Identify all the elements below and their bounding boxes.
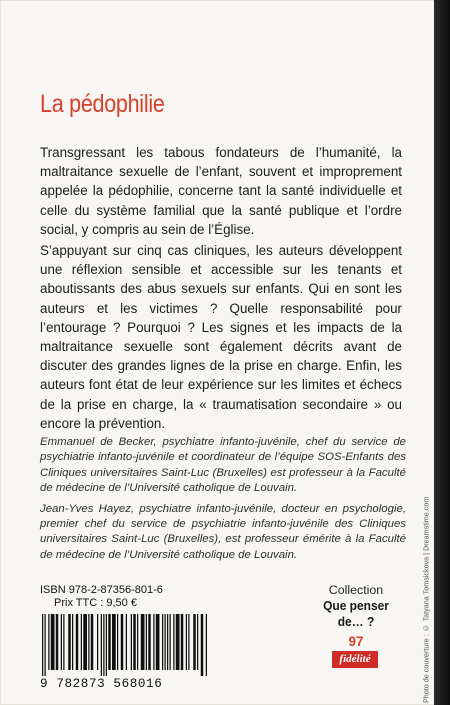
barcode-bar: [112, 614, 116, 670]
barcode-bar: [68, 614, 71, 670]
isbn-block: [40, 584, 163, 610]
author-bios: [40, 435, 406, 568]
barcode-bar: [45, 614, 46, 676]
collection-block: [305, 583, 407, 649]
price-text: Prix TTC : 9,50 €: [54, 597, 137, 609]
barcode-bar: [193, 614, 196, 670]
barcode-bar: [81, 614, 82, 670]
collection-name: Que penser de… ?: [323, 598, 389, 629]
barcode-bar: [173, 614, 174, 670]
barcode-bar: [103, 614, 104, 676]
barcode-bar: [181, 614, 184, 670]
barcode-bar: [83, 614, 87, 670]
book-title: La pédophilie: [40, 90, 165, 118]
book-spine: [434, 0, 450, 705]
barcode-bar: [170, 614, 171, 670]
barcode-bar: [88, 614, 89, 670]
collection-number: 97: [348, 634, 364, 649]
barcode-bar: [61, 614, 62, 670]
barcode-bar: [197, 614, 198, 670]
barcode-bar: [56, 614, 59, 670]
barcode-number: 9 782873 568016: [40, 677, 163, 691]
barcode-bar: [51, 614, 55, 670]
barcode: [40, 614, 210, 684]
barcode-bar: [146, 614, 147, 670]
barcode-bar: [97, 614, 98, 670]
barcode-bar: [165, 614, 166, 670]
barcode-bar: [153, 614, 154, 670]
barcode-bar: [148, 614, 151, 670]
barcode-bar: [101, 614, 102, 676]
isbn-text: ISBN 978-2-87356-801-6: [40, 584, 163, 596]
barcode-bar: [48, 614, 49, 670]
barcode-bar: [72, 614, 73, 670]
barcode-bar: [121, 614, 124, 670]
barcode-bar: [117, 614, 118, 670]
barcode-bar: [126, 614, 127, 670]
barcode-bar: [133, 614, 136, 670]
barcode-bar: [206, 614, 207, 676]
barcode-bar: [106, 614, 107, 676]
blurb-paragraph-2: S’appuyant sur cinq cas cliniques, les auteurs développent une réflexion sensible et accessible sur les tenants et aboutissants des abus sexuels sur enfants. Qui en sont les auteurs et les victimes ? Quelle responsabilité pour l’entourage ? Pourquoi ? Les signes et les impacts de la maltraitance sexuelle sont également décrits avant de discuter des grandes lignes de la prise en charge. Enfin, les auteurs font état de leur expérience sur les limites et échecs de la prise en charge, la « traumatisation secondaire » ou encore la prévention.: [40, 243, 402, 431]
barcode-bar: [201, 614, 204, 676]
barcode-bar: [42, 614, 43, 676]
barcode-bar: [131, 614, 132, 670]
barcode-bar: [176, 614, 180, 670]
barcode-bar: [162, 614, 163, 670]
barcode-bar: [91, 614, 94, 670]
barcode-bar: [63, 614, 64, 670]
author-bio-2: Jean-Yves Hayez, psychiatre infanto-juvénile, docteur en psychologie, premier chef du service de psychiatrie infanto-juvénile des Cliniques universitaires Saint-Luc (Bruxelles), est professeur émérite à la Faculté de médecine de l’Université catholique de Louvain.: [40, 502, 406, 561]
barcode-bar: [137, 614, 138, 670]
publisher-logo: fidélité: [332, 651, 378, 668]
barcode-bars: [40, 614, 210, 676]
back-cover-blurb: [40, 143, 402, 435]
barcode-bar: [188, 614, 189, 670]
barcode-bar: [141, 614, 145, 670]
collection-label: Collection: [328, 583, 384, 597]
barcode-bar: [156, 614, 160, 670]
barcode-bar: [76, 614, 79, 670]
photo-credit: Photo de couverture : © Tatyana Tomsickova | Dreamstime.com: [421, 496, 431, 704]
barcode-bar: [186, 614, 187, 670]
barcode-bar: [108, 614, 111, 670]
author-bio-1: Emmanuel de Becker, psychiatre infanto-juvénile, chef du service de psychiatrie infanto-juvénile et coordinateur de l’équipe SOS-Enfants des Cliniques universitaires Saint-Luc (Bruxelles) est professeur à la Faculté de médecine de l’Université catholique de Louvain.: [40, 436, 406, 495]
barcode-bar: [167, 614, 168, 670]
blurb-paragraph-1: Transgressant les tabous fondateurs de l’humanité, la maltraitance sexuelle de l’enfant, souvent et improprement appelée la pédophilie, concerne tant la santé individuelle et celle du système familial que la santé publique et l’ordre social, y compris au sein de l’Église.: [40, 145, 402, 237]
